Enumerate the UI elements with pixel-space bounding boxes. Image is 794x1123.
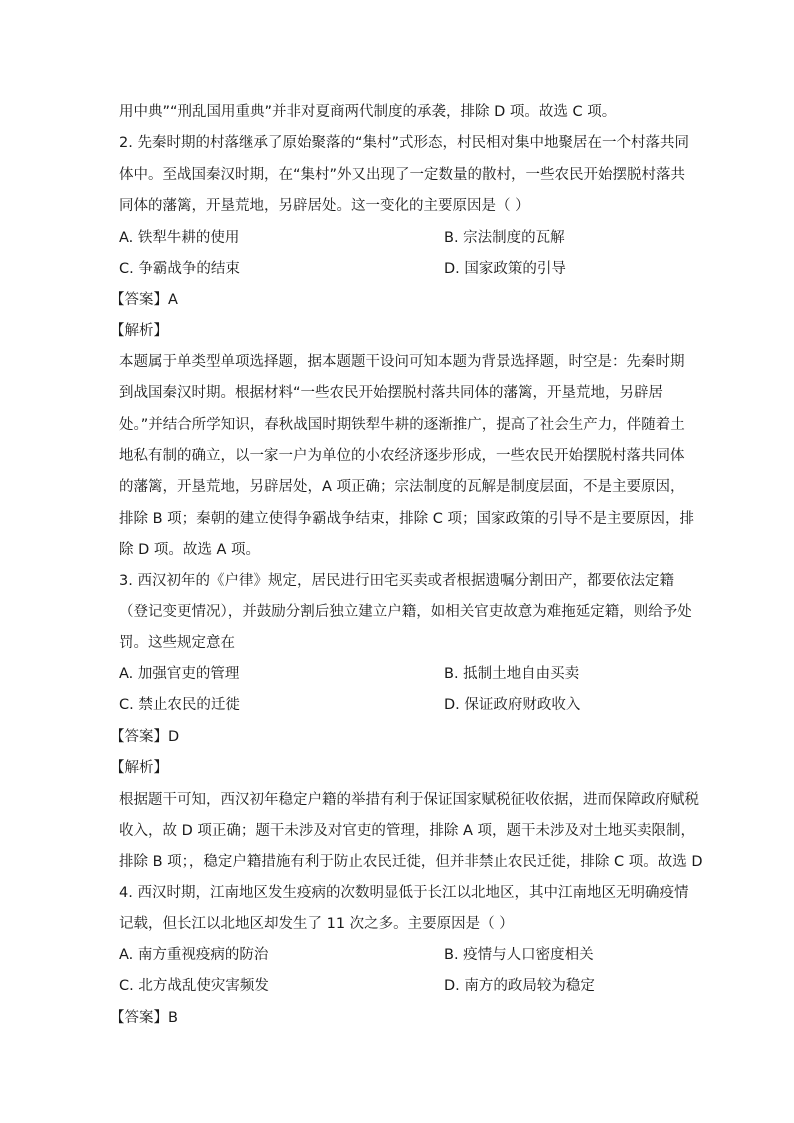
q2-analysis-line: 地私有制的确立，以一家一户为单位的小农经济逐步形成，一些农民开始摆脱村落共同体 xyxy=(119,448,685,464)
q2-analysis-line: 排除 B 项；秦朝的建立使得争霸战争结束，排除 C 项；国家政策的引导不是主要原因，排 xyxy=(119,511,695,527)
q3-analysis-label: 【解析】 xyxy=(110,760,168,776)
q2-answer: 【答案】A xyxy=(110,292,178,308)
q3-option-d: D. 保证政府财政收入 xyxy=(444,697,581,713)
q3-stem-line: 罚。这些规定意在 xyxy=(119,635,235,651)
q2-stem-line: 体中。至战国秦汉时期，在“集村”外又出现了一定数量的散村，一些农民开始摆脱村落共 xyxy=(119,167,686,183)
q3-option-c: C. 禁止农民的迁徙 xyxy=(119,697,240,713)
q2-option-d: D. 国家政策的引导 xyxy=(444,261,566,277)
q2-analysis-line: 除 D 项。故选 A 项。 xyxy=(119,542,261,558)
q2-option-b: B. 宗法制度的瓦解 xyxy=(444,230,565,246)
q1-analysis-tail: 用中典”“刑乱国用重典”并非对夏商两代制度的承袭，排除 D 项。故选 C 项。 xyxy=(119,104,617,120)
q3-analysis-line: 排除 B 项；，稳定户籍措施有利于防止农民迁徙，但并非禁止农民迁徙，排除 C 项。故选 D xyxy=(119,854,703,870)
q2-option-a: A. 铁犁牛耕的使用 xyxy=(119,230,240,246)
q4-stem-line: 记载，但长江以北地区却发生了 11 次之多。主要原因是（ ） xyxy=(119,916,514,932)
q4-option-c: C. 北方战乱使灾害频发 xyxy=(119,978,269,994)
q4-option-a: A. 南方重视疫病的防治 xyxy=(119,947,269,963)
q4-stem-line: 4. 西汉时期，江南地区发生疫病的次数明显低于长江以北地区，其中江南地区无明确疫情 xyxy=(119,885,689,901)
q4-option-b: B. 疫情与人口密度相关 xyxy=(444,947,594,963)
q3-stem-line: （登记变更情况），并鼓励分割后独立建立户籍，如相关官吏故意为难拖延定籍，则给予处 xyxy=(119,604,692,620)
q2-stem-line: 2. 先秦时期的村落继承了原始聚落的“集村”式形态，村民相对集中地聚居在一个村落共同 xyxy=(119,135,689,151)
q4-option-d: D. 南方的政局较为稳定 xyxy=(444,978,595,994)
q2-option-c: C. 争霸战争的结束 xyxy=(119,261,240,277)
q2-analysis-line: 的藩篱，开垦荒地，另辟居处，A 项正确；宗法制度的瓦解是制度层面，不是主要原因， xyxy=(119,479,685,495)
q2-analysis-label: 【解析】 xyxy=(110,323,168,339)
q3-option-b: B. 抵制土地自由买卖 xyxy=(444,666,580,682)
q2-analysis-line: 本题属于单类型单项选择题，据本题题干设问可知本题为背景选择题，时空是：先秦时期 xyxy=(119,354,685,370)
q3-answer: 【答案】D xyxy=(110,729,180,745)
q2-analysis-line: 处。”并结合所学知识，春秋战国时期铁犁牛耕的逐渐推广，提高了社会生产力，伴随着土 xyxy=(119,417,685,433)
q2-analysis-line: 到战国秦汉时期。根据材料“一些农民开始摆脱村落共同体的藩篱，开垦荒地，另辟居 xyxy=(119,385,664,401)
q3-analysis-line: 收入，故 D 项正确；题干未涉及对官吏的管理，排除 A 项，题干未涉及对土地买卖限制， xyxy=(119,823,696,839)
q4-answer: 【答案】B xyxy=(110,1010,178,1026)
q3-stem-line: 3. 西汉初年的《户律》规定，居民进行田宅买卖或者根据遗嘱分割田产，都要依法定籍 xyxy=(119,573,674,589)
q3-option-a: A. 加强官吏的管理 xyxy=(119,666,240,682)
q3-analysis-line: 根据题干可知，西汉初年稳定户籍的举措有利于保证国家赋税征收依据，进而保障政府赋税 xyxy=(119,792,699,808)
q2-stem-line: 同体的藩篱，开垦荒地，另辟居处。这一变化的主要原因是（ ） xyxy=(119,198,530,214)
